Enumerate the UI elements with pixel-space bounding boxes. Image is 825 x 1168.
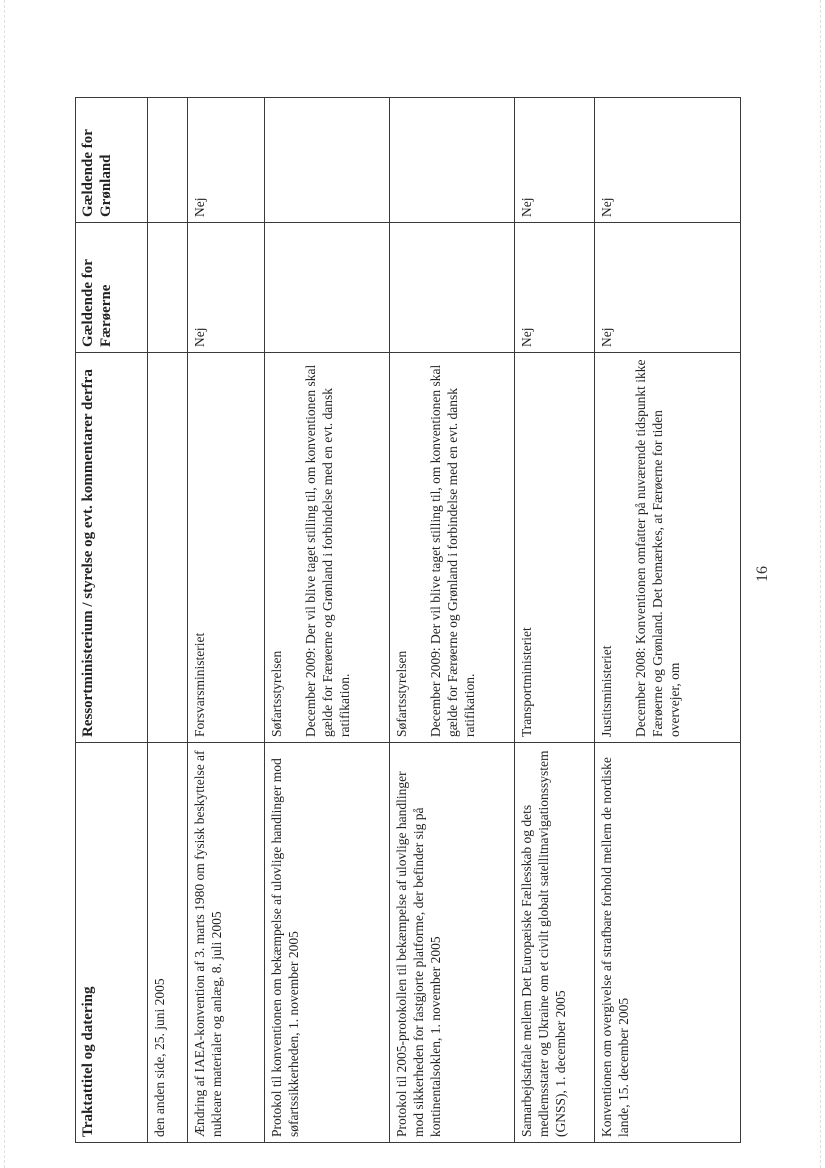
treaty-title: Konventionen om overgivelse af strafbare forhold mellem de nordiske lande, 15. december 2005 <box>595 743 741 1143</box>
treaty-title: den anden side, 25. juni 2005 <box>148 743 188 1143</box>
table-row <box>188 98 265 1143</box>
header-greenland: Gældende for Grønland <box>76 98 148 223</box>
treaty-greenland: Nej <box>595 98 741 223</box>
table-row <box>148 98 188 1143</box>
rotated-page <box>75 98 740 1143</box>
treaty-faroe <box>265 223 390 353</box>
treaty-ministry: Forsvarsministeriet <box>188 353 265 743</box>
treaty-greenland: Nej <box>188 98 265 223</box>
treaty-ministry-cell <box>265 353 390 743</box>
treaty-greenland: Nej <box>515 98 595 223</box>
treaty-ministry: Justitsministeriet <box>599 645 614 737</box>
treaty-comment: December 2009: Der vil blive taget stilling til, om konventionen skal gælde for Færøerne og Grønland i forbindelse med en evt. dansk ratifikation. <box>428 364 477 737</box>
treaty-ministry: Transportministeriet <box>515 353 595 743</box>
table-row <box>595 98 741 1143</box>
treaty-title: Samarbejdsaftale mellem Det Europæiske Fællesskab og dets medlemsstater og Ukraine om et civilt globalt satellitnavigationssystem (GNSS), 1. december 2005 <box>515 743 595 1143</box>
table-row <box>515 98 595 1143</box>
treaty-comment: December 2009: Der vil blive taget stilling til, om konventionen skal gælde for Færøerne og Grønland i forbindelse med en evt. dansk ratifikation. <box>303 364 352 737</box>
page-edge-left <box>4 0 6 1168</box>
header-title: Traktattitel og datering <box>76 743 148 1143</box>
treaty-title: Ændring af IAEA-konvention af 3. marts 1980 om fysisk beskyttelse af nukleare materialer og anlæg, 8. juli 2005 <box>188 743 265 1143</box>
treaty-ministry: Søfartsstyrelsen <box>269 650 284 737</box>
table-header-row <box>76 98 148 1143</box>
treaty-ministry-cell <box>390 353 515 743</box>
treaty-faroe: Nej <box>595 223 741 353</box>
treaty-faroe <box>390 223 515 353</box>
table-row <box>265 98 390 1143</box>
header-ministry: Ressortministerium / styrelse og evt. kommentarer derfra <box>76 353 148 743</box>
treaty-greenland <box>148 98 188 223</box>
page-edge-right <box>820 0 822 1168</box>
header-faroe: Gældende for Færøerne <box>76 223 148 353</box>
treaty-greenland <box>390 98 515 223</box>
table-row <box>390 98 515 1143</box>
treaty-greenland <box>265 98 390 223</box>
treaty-faroe <box>148 223 188 353</box>
treaty-ministry-cell <box>595 353 741 743</box>
treaty-faroe: Nej <box>188 223 265 353</box>
treaty-faroe: Nej <box>515 223 595 353</box>
treaty-table <box>75 97 741 1143</box>
treaty-title: Protokol til 2005-protokollen til bekæmpelse af ulovlige handlinger mod sikkerheden for fastgjorte platforme, der befinder sig på kontinentalsoklen, 1. november 2005 <box>390 743 515 1143</box>
page-number: 16 <box>754 566 771 582</box>
treaty-comment: December 2008: Konventionen omfatter på nuværende tidspunkt ikke Færøerne og Grønland. Det bemærkes, at Færøerne for tiden overvejer, om <box>633 359 682 737</box>
treaty-title: Protokol til konventionen om bekæmpelse af ulovlige handlinger mod søfartssikkerheden, 1. november 2005 <box>265 743 390 1143</box>
treaty-ministry <box>148 353 188 743</box>
treaty-ministry: Søfartsstyrelsen <box>394 650 409 737</box>
